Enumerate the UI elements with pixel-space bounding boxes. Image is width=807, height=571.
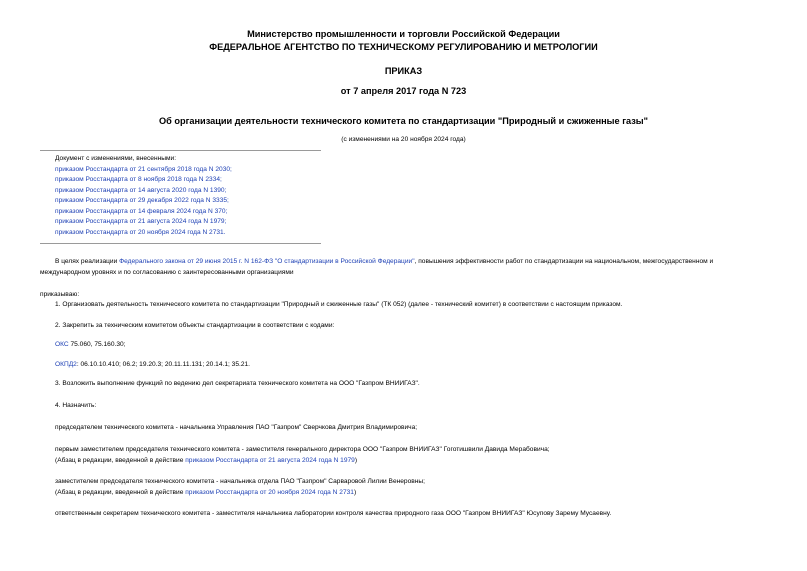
preamble-line-2: международном уровнях и по согласованию с заинтересованными организациями bbox=[40, 269, 294, 276]
amendment-link[interactable]: приказом Росстандарта от 21 сентября 2018 года N 2030; bbox=[55, 165, 232, 173]
clause-1: 1. Организовать деятельность технического комитета по стандартизации "Природный и сжиженные газы" (ТК 052) (далее - технический комитет) в соответствии с настоящим приказом. bbox=[55, 301, 623, 308]
preamble-suffix: , повышения эффективности работ по стандартизации на национальном, межгосударственном и bbox=[414, 258, 714, 265]
preamble-prefix: В целях реализации bbox=[55, 258, 120, 265]
federal-law-link[interactable]: Федерального закона от 29 июня 2015 г. N 162-ФЗ "О стандартизации в Российской Федерации" bbox=[119, 258, 415, 265]
amendment-link[interactable]: приказом Росстандарта от 20 ноября 2024 года N 2731. bbox=[55, 228, 226, 236]
first-deputy-appointment: первым заместителем председателя технического комитета - заместителя генерального директора ООО "Газпром ВНИИГАЗ" Гоготишвили Давида Мерабовича; bbox=[55, 446, 550, 453]
note-suffix: ) bbox=[354, 457, 358, 464]
note-prefix: (Абзац в редакции, введенной в действие bbox=[55, 489, 186, 496]
oks-codes-line bbox=[55, 341, 126, 348]
okpd-codes-line bbox=[55, 361, 250, 368]
amendment-link[interactable]: приказом Росстандарта от 14 августа 2020 года N 1390; bbox=[55, 186, 227, 194]
amendment-link[interactable]: приказом Росстандарта от 8 ноября 2018 года N 2334; bbox=[55, 176, 222, 183]
okpd-codes: : 06.10.10.410; 06.2; 19.20.3; 20.11.11.131; 20.14.1; 35.21. bbox=[76, 361, 251, 368]
preamble-line-1 bbox=[55, 258, 713, 265]
amendments-bottom-rule bbox=[40, 243, 321, 244]
clause-4: 4. Назначить: bbox=[55, 402, 97, 409]
clause-3: 3. Возложить выполнение функций по ведению дел секретариата технического комитета на ООО "Газпром ВНИИГАЗ". bbox=[55, 380, 420, 387]
chair-appointment: председателем технического комитета - начальника Управления ПАО "Газпром" Сверчкова Дмитрия Владимировича; bbox=[55, 424, 418, 431]
secretary-appointment: ответственным секретарем технического комитета - заместителя начальника лаборатории контроля качества природного газа ООО "Газпром ВНИИГАЗ" Юсупову Зарему Мусаевну. bbox=[55, 510, 612, 517]
amendment-2731-link[interactable]: приказом Росстандарта от 20 ноября 2024 года N 2731 bbox=[185, 489, 354, 496]
amendment-link[interactable]: приказом Росстандарта от 29 декабря 2022 года N 3335; bbox=[55, 197, 229, 204]
amendment-link[interactable]: приказом Росстандарта от 14 февраля 2024 года N 370; bbox=[55, 207, 228, 215]
agency-heading: ФЕДЕРАЛЬНОЕ АГЕНТСТВО ПО ТЕХНИЧЕСКОМУ РЕГУЛИРОВАНИЮ И МЕТРОЛОГИИ bbox=[209, 42, 598, 52]
order-word: приказываю: bbox=[40, 291, 80, 298]
document-date: от 7 апреля 2017 года N 723 bbox=[340, 86, 467, 96]
oks-link[interactable]: ОКС bbox=[55, 341, 69, 348]
amendments-intro: Документ с изменениями, внесенными: bbox=[55, 155, 177, 162]
revision-note: (с изменениями на 20 ноября 2024 года) bbox=[341, 136, 466, 143]
okpd2-link[interactable]: ОКПД2 bbox=[55, 361, 77, 368]
first-deputy-note bbox=[55, 457, 357, 464]
amendment-1979-link[interactable]: приказом Росстандарта от 21 августа 2024 года N 1979 bbox=[185, 457, 355, 464]
document-type: ПРИКАЗ bbox=[384, 66, 423, 76]
amendments-top-rule bbox=[40, 150, 321, 151]
document-title: Об организации деятельности технического комитета по стандартизации "Природный и сжиженные газы" bbox=[158, 116, 649, 126]
note-suffix: ) bbox=[353, 489, 357, 496]
oks-codes: 75.060, 75.160.30; bbox=[68, 341, 126, 348]
ministry-heading: Министерство промышленности и торговли Российской Федерации bbox=[247, 29, 560, 39]
amendment-link[interactable]: приказом Росстандарта от 21 августа 2024 года N 1979; bbox=[55, 218, 227, 225]
deputy-appointment: заместителем председателя технического комитета - начальника отдела ПАО "Газпром" Сарваровой Лилии Венеровны; bbox=[55, 478, 425, 485]
clause-2: 2. Закрепить за техническим комитетом объекты стандартизации в соответствии с кодами: bbox=[55, 322, 335, 329]
deputy-note bbox=[55, 489, 356, 496]
note-prefix: (Абзац в редакции, введенной в действие bbox=[55, 457, 186, 464]
